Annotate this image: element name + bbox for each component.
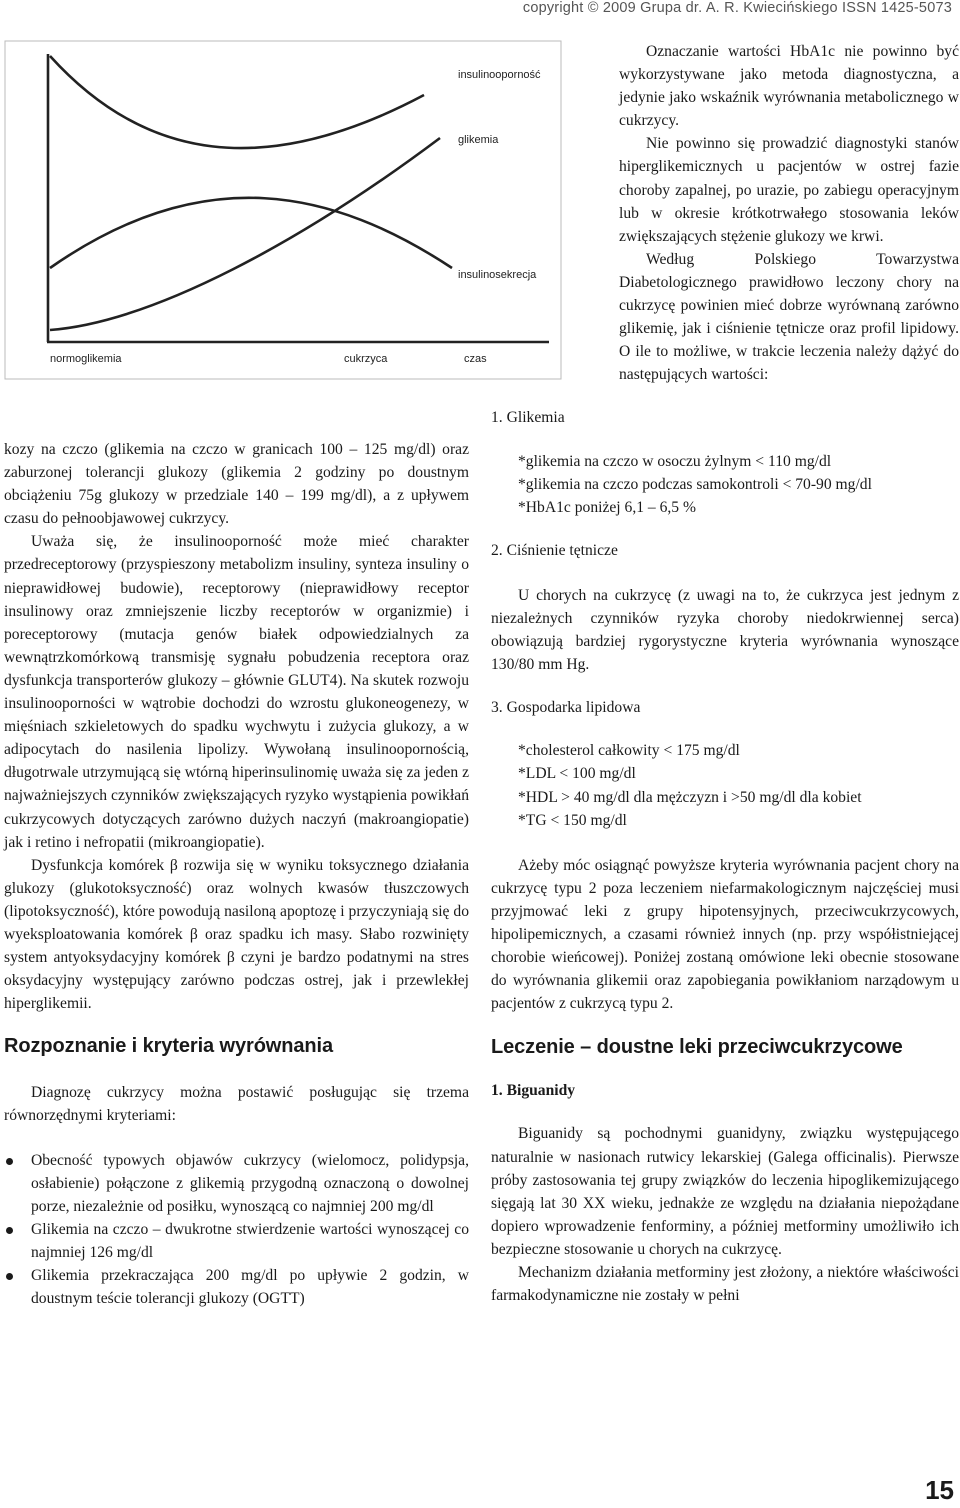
page-number: 15: [925, 1475, 954, 1505]
glikemia-item: *glikemia na czczo podczas samokontroli < 70-90 mg/dl: [518, 475, 872, 493]
curve-insulinosekrecja: [50, 198, 452, 268]
label-cukrzyca: cukrzyca: [344, 353, 388, 365]
section-lipidy-title: 3. Gospodarka lipidowa: [491, 699, 641, 717]
paragraph-insulinoopornosc: Uważa się, że insulinooporność może mieć charakter przedreceptorowy (przyspieszony metabolizm insuliny, synteza insuliny o nieprawidłowej budowie), receptorowy (nieprawidłowy receptor insulinowy oraz zmniejszenie liczby receptorów w organizmie) i poreceptorowy (mutacja genów białek odpowiedzialnych za wewnątrzkomórkową transmisję sygnału pobudzenia receptora oraz dysfunkcja transporterów glukozy – głównie GLUT4). Na skutek rozwoju insulinooporności w wątrobie dochodzi do wzrostu glukoneogenezy, w mięśniach szkieletowych do spadku wychwytu i zużycia glukozy, a w adipocytach do nasilenia lipolizy. Wywołaną insulinoopornością, długotrwale utrzymującą się wtórną hiperinsulinomię uważa się za jeden z najważniejszych czynników zwiększających ryzyko wystąpienia powikłań cukrzycowych dotyczących zarówno dużych naczyń (makroangiopatie) jak i retino i nefropatii (mikroangiopatie).: [4, 533, 469, 851]
paragraph-hba1c: Oznaczanie wartości HbA1c nie powinno być wykorzystywane jako metoda diagnostyczna, a jedynie jako wskaźnik wyrównania metabolicznego w cukrzycy.: [619, 43, 959, 130]
label-czas: czas: [464, 353, 487, 365]
paragraph-azeby: Ażeby móc osiągnąć powyższe kryteria wyrównania pacjent chory na cukrzycę typu 2 poza leczeniem niefarmakologicznym najczęściej musi przyjmować leki z grupy hipotensyjnych, przeciwcukrzycowych, hipolipemicznych, a czasami również innych (np. przy współistniejącej chorobie wieńcowej). Poniżej zostaną omówione leki obecnie stosowane do wyrównania glikemii oraz zapobiegania powikłaniom narządowym u pacjentów z cukrzycą typu 2.: [491, 856, 959, 1013]
figure-svg: [4, 40, 562, 380]
paragraph-ptd: Według Polskiego Towarzystwa Diabetologicznego prawidłowo leczony chory na cukrzycę powinien mieć dobrze wyrównaną zarówno glikemię, jak i ciśnienie tętnicze oraz profil lipidowy. O ile to możliwe, w trakcie leczenia należy dążyć do następujących wartości:: [619, 250, 959, 384]
insulin-resistance-figure: [4, 40, 562, 380]
intro-paragraph: kozy na czczo (glikemia na czczo w granicach 100 – 125 mg/dl) oraz zaburzonej tolerancji glukozy (glikemia 2 godziny po doustnym obciążeniu 75g glukozy w przedziale 140 – 199 mg/dl), a z upływem czasu do pełnoobjawowej cukrzycy.: [4, 441, 469, 528]
label-insulinoopornosc: insulinooporność: [458, 69, 541, 81]
left-column: [4, 438, 469, 1310]
criteria-item: Obecność typowych objawów cukrzycy (wielomocz, polidypsja, osłabienie) połączone z glikemią przygodną oznaczoną o dowolnej porze, niezależnie od posiłku, wynoszącą co najmniej 200 mg/dl: [4, 1149, 469, 1218]
copyright-header: copyright © 2009 Grupa dr. A. R. Kwiecińskiego ISSN 1425-5073: [522, 0, 952, 16]
paragraph-mechanizm: Mechanizm działania metforminy jest złożony, a niektóre właściwości farmakodynamiczne nie zostały w pełni: [491, 1264, 959, 1305]
heading-leczenie: Leczenie – doustne leki przeciwcukrzycowe: [491, 1036, 903, 1059]
label-normoglikemia: normoglikemia: [50, 353, 122, 365]
lipid-item: *cholesterol całkowity < 175 mg/dl: [518, 742, 740, 760]
lipid-item: *HDL > 40 mg/dl dla mężczyzn i >50 mg/dl dla kobiet: [518, 788, 862, 806]
criteria-item: Glikemia na czczo – dwukrotne stwierdzenie wartości wynoszącej co najmniej 126 mg/dl: [4, 1218, 469, 1264]
glikemia-item: *glikemia na czczo w osoczu żylnym < 110 mg/dl: [518, 452, 832, 470]
right-intro-block: [619, 40, 959, 386]
lipid-values: [518, 739, 959, 831]
paragraph-diagnoza: Diagnozę cukrzycy można postawić posługując się trzema równorzędnymi kryteriami:: [4, 1084, 469, 1125]
section-cisnienie-title: 2. Ciśnienie tętnicze: [491, 541, 618, 559]
right-column: [491, 40, 959, 1307]
lipid-item: *TG < 150 mg/dl: [518, 811, 627, 829]
paragraph-biguanidy: Biguanidy są pochodnymi guanidyny, związku występującego naturalnie w nasionach rutwicy lekarskiej (Galega officinalis). Pierwsze próby zastosowania tej grupy związków do leczenia hipoglikemizującego sięgają lat 30 XX wieku, jednakże ze względu na działania niepożądane dopiero wprowadzenie fenforminy, a później metforminy umożliwiło ich bezpieczne stosowanie u chorych na cukrzycę.: [491, 1125, 959, 1258]
glikemia-values: [518, 450, 959, 519]
subsection-biguanidy-title: 1. Biguanidy: [491, 1082, 576, 1100]
curve-insulinoopornosc: [50, 56, 424, 148]
label-glikemia: glikemia: [458, 134, 499, 146]
paragraph-hiperglikemia: Nie powinno się prowadzić diagnostyki stanów hiperglikemicznych u pacjentów w ostrej fazie choroby zapalnej, po urazie, po zabiegu operacyjnym lub w okresie krótkotrwałego stosowania leków zwiększających stężenie glukozy we krwi.: [619, 135, 959, 245]
criteria-list: [4, 1149, 469, 1311]
label-insulinosekrecja: insulinosekrecja: [458, 269, 537, 281]
criteria-item: Glikemia przekraczająca 200 mg/dl po upływie 2 godzin, w doustnym teście tolerancji glukozy (OGTT): [4, 1264, 469, 1310]
lipid-item: *LDL < 100 mg/dl: [518, 765, 636, 783]
paragraph-dysfunkcja: Dysfunkcja komórek β rozwija się w wyniku toksycznego działania glukozy (glukotoksyczność) oraz wolnych kwasów tłuszczowych (lipotoksyczność), które powodują nasiloną apoptozę i przyczyniają się do wyeksploatowania komórek β oraz spadku ich masy. Słabo rozwinięty system antyoksydacyjny komórek β czyni je bardzo podatnymi na stres oksydacyjny występujący zarówno podczas ostrej, jak i przewlekłej hiperglikemii.: [4, 856, 469, 1013]
paragraph-cisnienie: U chorych na cukrzycę (z uwagi na to, że cukrzyca jest jednym z niezależnych czynników ryzyka choroby niedokrwiennej serca) obowiązują bardziej rygorystyczne kryteria wyrównania wynoszące 130/80 mm Hg.: [491, 586, 959, 674]
glikemia-item: *HbA1c poniżej 6,1 – 6,5 %: [518, 498, 696, 516]
section-glikemia-title: 1. Glikemia: [491, 409, 565, 427]
heading-rozpoznanie: Rozpoznanie i kryteria wyrównania: [4, 1035, 334, 1058]
